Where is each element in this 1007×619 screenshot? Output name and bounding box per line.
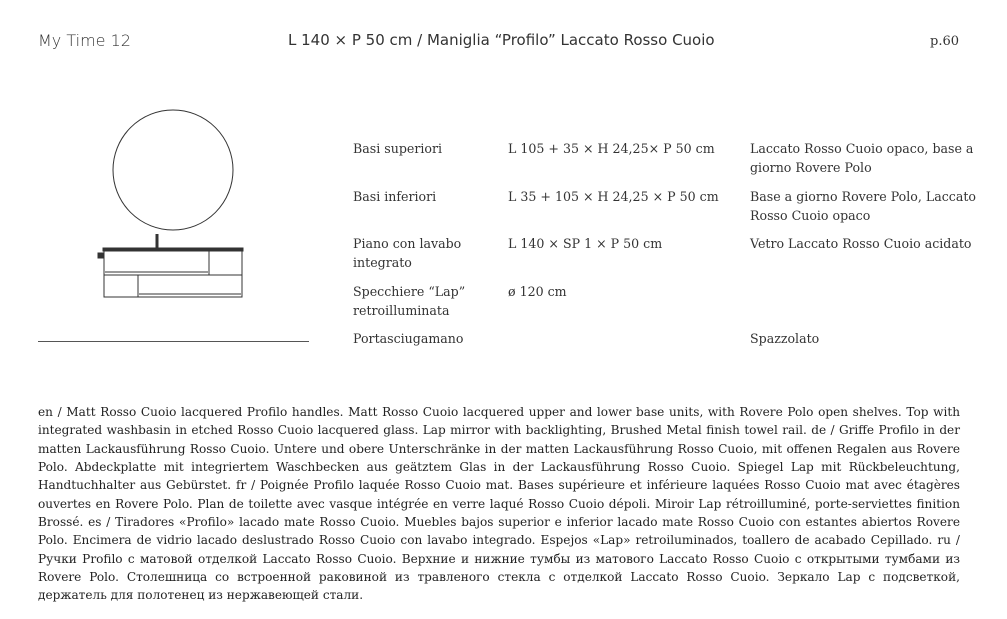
spec-finish-basi-superiori: Laccato Rosso Cuoio opaco, base a giorno Rovere Polo xyxy=(750,141,974,175)
spec-label-portasciugamano: Portasciugamano xyxy=(353,331,464,346)
round-mirror xyxy=(113,110,233,230)
page-number: p.60 xyxy=(930,34,959,49)
spec-dimensions-specchiere: ø 120 cm xyxy=(508,284,567,299)
multilingual-description: en / Matt Rosso Cuoio lacquered Profilo handles. Matt Rosso Cuoio lacquered upper and lower base units, with Rovere Polo open shelves. Top with integrated washbasin in etched Rosso Cuoio lacquered glass. Lap mirror with backlighting, Brushed Metal finish towel rail. de / Griffe Profilo in der matten Lackausführung Rosso Cuoio. Untere und obere Unterschränke in der matten Lackausführung Rosso Cuoio, mit offenen Regalen aus Rovere Polo. Abdeckplatte mit integriertem Waschbecken aus geätztem Glas in der Lackausführung Rosso Cuoio. Spiegel Lap mit Rückbeleuchtung, Handtuchhalter aus Gebürstet. fr / Poignée Profilo laquée Rosso Cuoio mat. Bases supérieure et inférieure laquées Rosso Cuoio mat avec étagères ouvertes en Rovere Polo. Plan de toilette avec vasque intégrée en verre laqué Rosso Cuoio dépoli. Miroir Lap rétroilluminé, porte-serviettes finition Brossé. es / Tiradores «Profilo» lacado mate Rosso Cuoio. Muebles bajos superior e inferior lacado mate Rosso Cuoio con estantes abiertos Rovere Polo. Encimera de vidrio lacado deslustrado Rosso Cuoio con lavabo integrado. Espejos «Lap» retroiluminados, toallero de acabado Cepillado. ru / Ручки Profilo с матовой отделкой Laccato Rosso Cuoio. Верхние и нижние тумбы из матового Laccato Rosso Cuoio с открытыми тумбами из Rovere Polo. Столешница со встроенной раковиной из травленого стекла с отделкой Laccato Rosso Cuoio. Зеркало Lap с подсветкой, держатель для полотенец из нержавеющей стали. xyxy=(38,405,960,603)
towel-rail xyxy=(98,253,103,258)
collection-title: My Time 12 xyxy=(38,31,131,50)
spec-finish-piano: Vetro Laccato Rosso Cuoio acidato xyxy=(750,236,972,251)
divider-line xyxy=(38,341,309,342)
spec-label-basi-superiori: Basi superiori xyxy=(353,141,443,156)
spec-dimensions-piano: L 140 × SP 1 × P 50 cm xyxy=(508,236,663,251)
vanity-line-drawing xyxy=(95,108,250,303)
spec-finish-portasciugamano: Spazzolato xyxy=(750,331,820,346)
spec-label-piano: Piano con lavabo integrato xyxy=(353,236,462,270)
spec-label-specchiere: Specchiere “Lap” retroilluminata xyxy=(353,284,466,318)
upper-base-unit xyxy=(104,251,242,275)
spec-label-basi-inferiori: Basi inferiori xyxy=(353,189,437,204)
product-subtitle: L 140 × P 50 cm / Maniglia “Profilo” Laccato Rosso Cuoio xyxy=(288,31,715,49)
spec-dimensions-basi-inferiori: L 35 + 105 × H 24,25 × P 50 cm xyxy=(508,189,719,204)
spec-finish-basi-inferiori: Base a giorno Rovere Polo, Laccato Rosso Cuoio opaco xyxy=(750,189,976,223)
spec-dimensions-basi-superiori: L 105 + 35 × H 24,25× P 50 cm xyxy=(508,141,715,156)
